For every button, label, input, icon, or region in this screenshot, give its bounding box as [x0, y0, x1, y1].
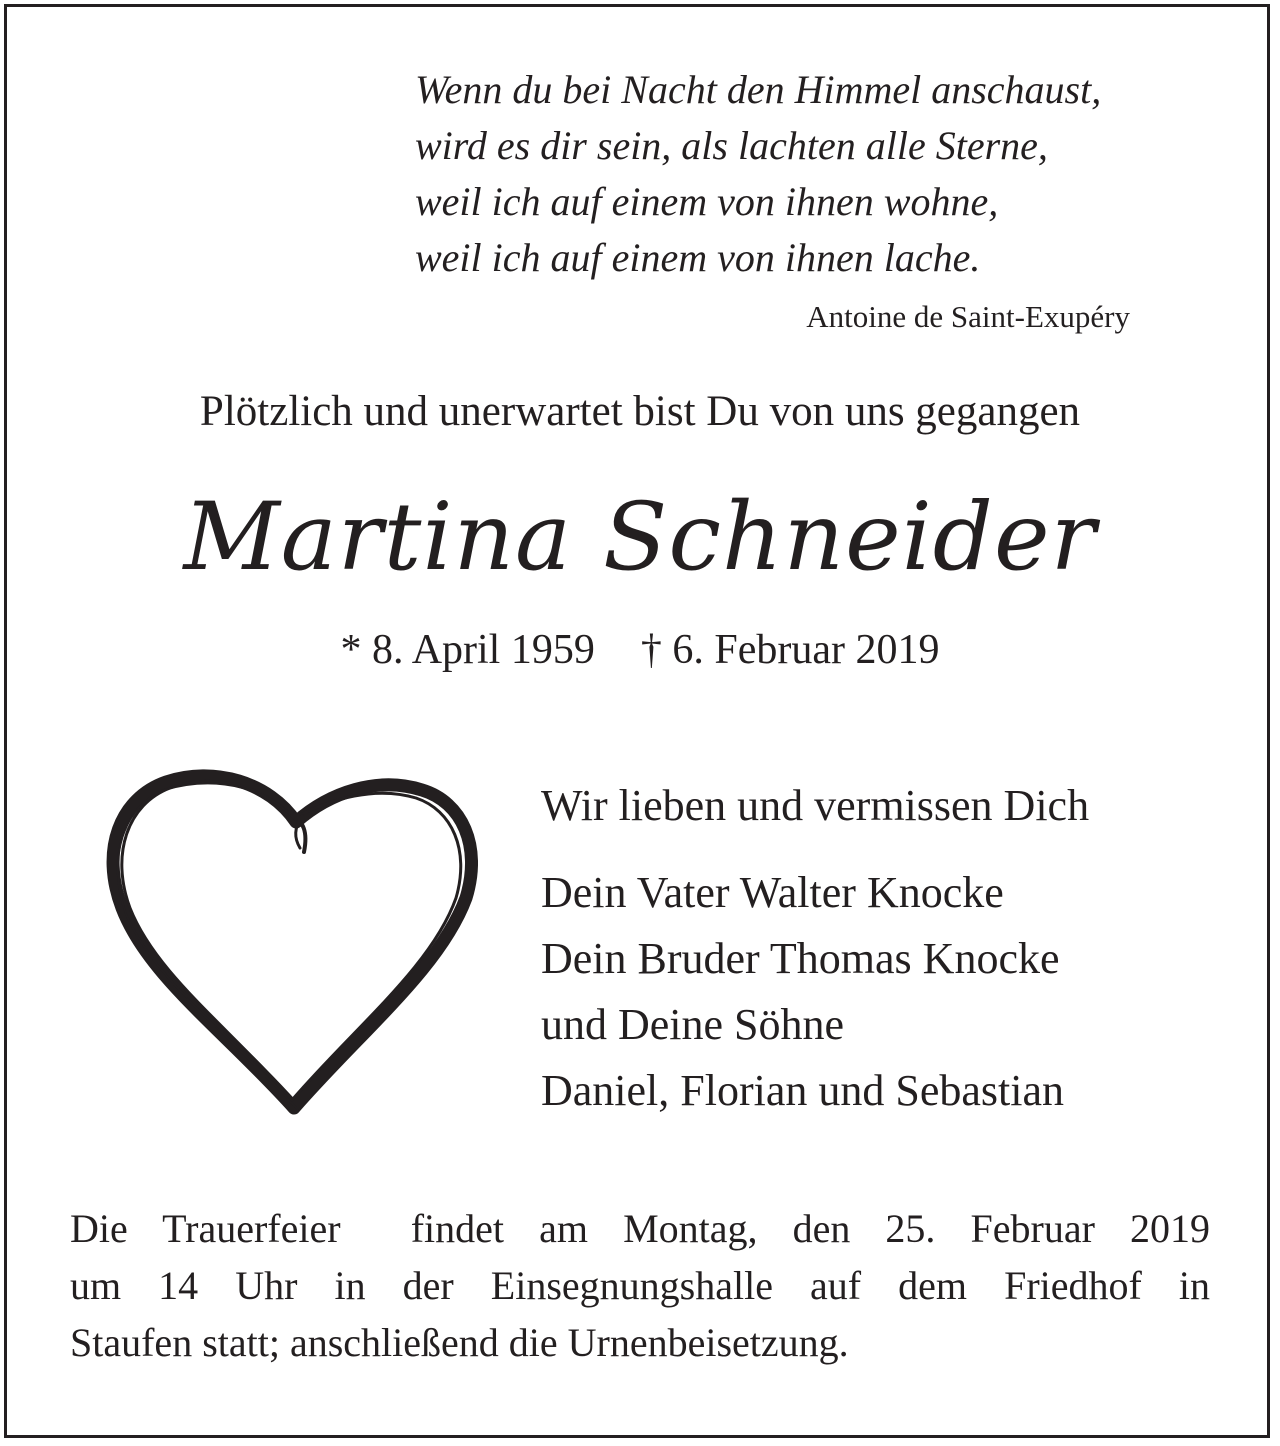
- quote-line: weil ich auf einem von ihnen wohne,: [415, 179, 999, 224]
- ceremony-line: Die Trauerfeier findet am Montag, den 25. Februar 2019: [70, 1206, 1210, 1251]
- family-member: Dein Bruder Thomas Knocke: [541, 934, 1060, 983]
- quote-line: wird es dir sein, als lachten alle Sterne,: [415, 123, 1048, 168]
- intro-text: Plötzlich und unerwartet bist Du von uns gegangen: [199, 388, 1081, 435]
- family-block: [541, 776, 1241, 1124]
- life-dates: [0, 622, 1280, 678]
- family-motto: Wir lieben und vermissen Dich: [541, 781, 1090, 830]
- quote-author: Antoine de Saint-Exupéry: [806, 299, 1130, 334]
- deceased-name: Martina Schneider: [183, 483, 1097, 592]
- family-member: Daniel, Florian und Sebastian: [541, 1066, 1065, 1115]
- birth-date: * 8. April 1959: [340, 627, 595, 673]
- quote-line: Wenn du bei Nacht den Himmel anschaust,: [415, 67, 1102, 112]
- ceremony-line: Staufen statt; anschließend die Urnenbeisetzung.: [70, 1320, 849, 1365]
- ceremony-info: [70, 1200, 1210, 1371]
- family-member: Dein Vater Walter Knocke: [541, 868, 1004, 917]
- family-member: und Deine Söhne: [541, 1000, 845, 1049]
- quote-block: [415, 62, 1235, 286]
- quote-line: weil ich auf einem von ihnen lache.: [415, 235, 981, 280]
- heart-outline-icon: [104, 768, 478, 1120]
- death-date: † 6. Februar 2019: [640, 627, 940, 673]
- ceremony-line: um 14 Uhr in der Einsegnungshalle auf dem Friedhof in: [70, 1263, 1210, 1308]
